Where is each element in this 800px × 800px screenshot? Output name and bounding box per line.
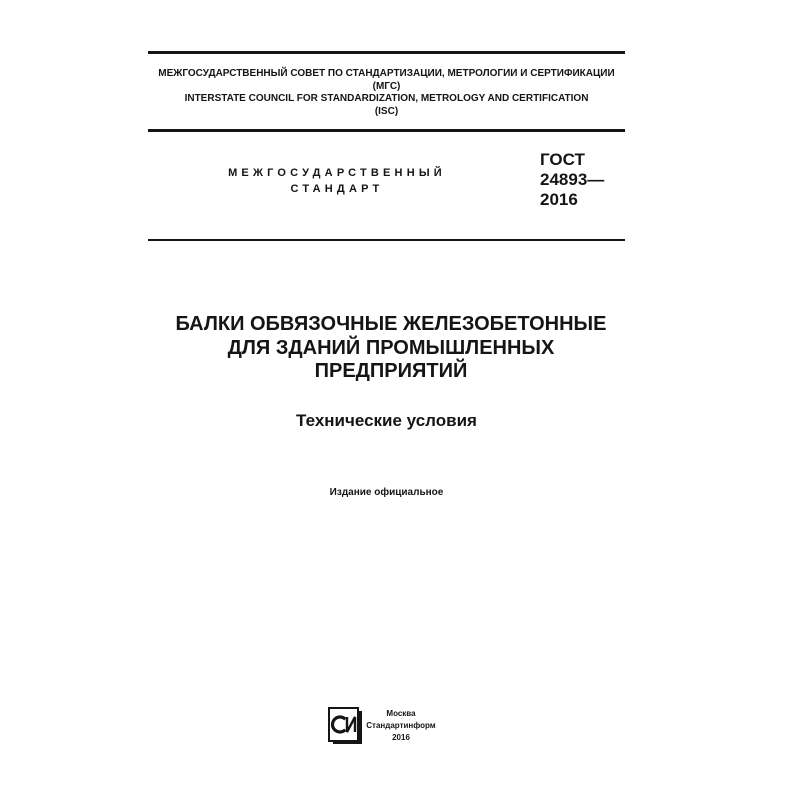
- standard-code: 24893—: [540, 170, 605, 189]
- council-header: [148, 68, 625, 119]
- council-name-ru: МЕЖГОСУДАРСТВЕННЫЙ СОВЕТ ПО СТАНДАРТИЗАЦИИ, МЕТРОЛОГИИ И СЕРТИФИКАЦИИ: [158, 68, 615, 79]
- standard-designation: [192, 165, 482, 197]
- standartinform-logo-icon: [327, 706, 365, 746]
- designation-line-2: СТАНДАРТ: [290, 183, 384, 195]
- header-rule: [148, 129, 625, 132]
- top-rule: [148, 51, 625, 54]
- publisher-year: 2016: [392, 733, 410, 742]
- edition-note: Издание официальное: [329, 487, 444, 498]
- standard-prefix: ГОСТ: [540, 150, 585, 169]
- publisher-info: [362, 708, 440, 744]
- council-abbr-en: (ISC): [374, 106, 399, 118]
- title-line-3: ПРЕДПРИЯТИЙ: [314, 360, 468, 382]
- title-line-1: БАЛКИ ОБВЯЗОЧНЫЕ ЖЕЛЕЗОБЕТОННЫЕ: [175, 313, 607, 335]
- document-title: [148, 313, 634, 384]
- publisher-name: Стандартинформ: [366, 721, 436, 730]
- designation-rule: [148, 239, 625, 241]
- document-subtitle: Технические условия: [296, 411, 477, 430]
- designation-line-1: МЕЖГОСУДАРСТВЕННЫЙ: [228, 167, 446, 179]
- publisher-city: Москва: [386, 709, 416, 718]
- council-name-en: INTERSTATE COUNCIL FOR STANDARDIZATION, METROLOGY AND CERTIFICATION: [184, 93, 589, 105]
- standard-number: [540, 150, 630, 210]
- title-line-2: ДЛЯ ЗДАНИЙ ПРОМЫШЛЕННЫХ: [227, 336, 555, 359]
- council-abbr-ru: (МГС): [372, 80, 401, 92]
- standard-year: 2016: [540, 190, 578, 209]
